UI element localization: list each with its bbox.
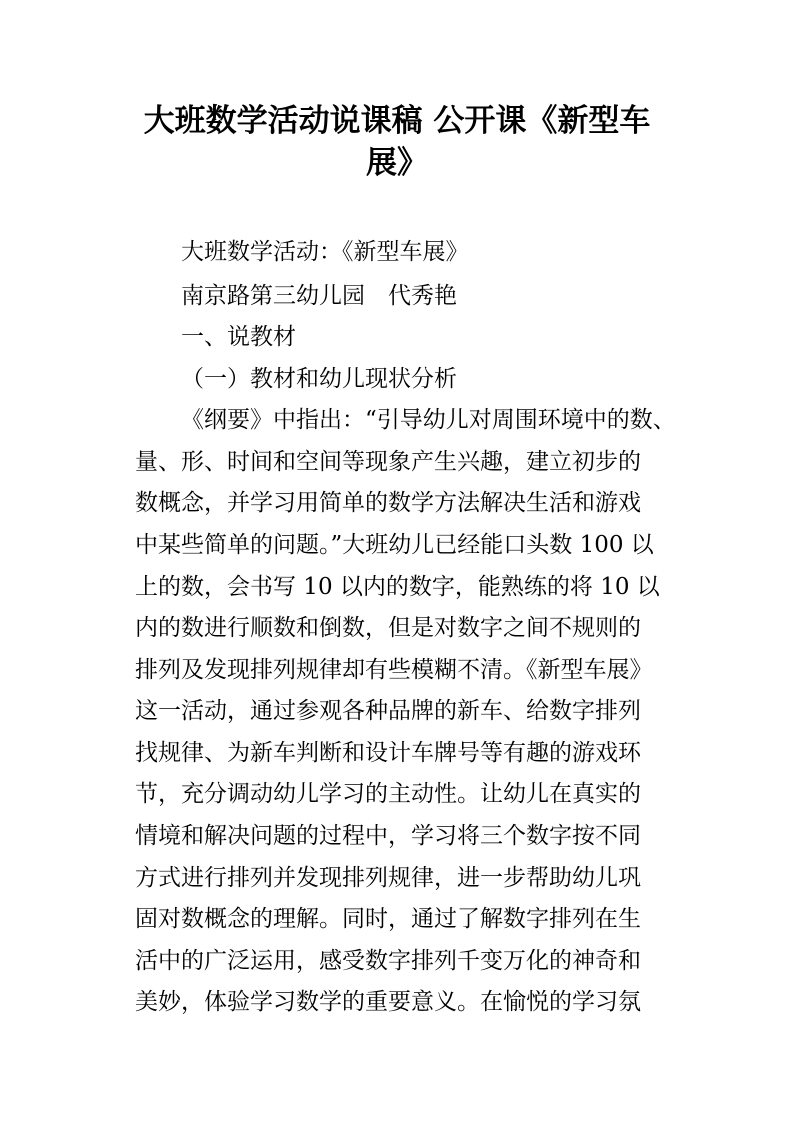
body-line: 中某些简单的问题。”大班幼儿已经能口头数 100 以 xyxy=(135,532,654,558)
section-heading: 一、说教材 xyxy=(181,324,296,350)
document-title-line-1: 大班数学活动说课稿 公开课《新型车 xyxy=(143,103,651,139)
author-line: 南京路第三幼儿园 代秀艳 xyxy=(181,283,457,309)
body-line: 节，充分调动幼儿学习的主动性。让幼儿在真实的 xyxy=(135,781,641,807)
subsection-heading: （一）教材和幼儿现状分析 xyxy=(181,366,457,392)
activity-title: 大班数学活动：《新型车展》 xyxy=(181,239,469,265)
body-line: 活中的广泛运用，感受数字排列千变万化的神奇和 xyxy=(135,948,641,974)
body-line: 《纲要》中指出：“引导幼儿对周围环境中的数、 xyxy=(181,407,676,433)
document-title-line-2: 展》 xyxy=(366,145,428,181)
body-line: 找规律、为新车判断和设计车牌号等有趣的游戏环 xyxy=(135,740,641,766)
body-line: 固对数概念的理解。同时，通过了解数字排列在生 xyxy=(135,906,641,932)
body-line: 情境和解决问题的过程中，学习将三个数字按不同 xyxy=(135,823,641,849)
body-line: 美妙，体验学习数学的重要意义。在愉悦的学习氛 xyxy=(135,989,641,1015)
body-line: 上的数，会书写 10 以内的数字，能熟练的将 10 以 xyxy=(135,574,660,600)
body-line: 这一活动，通过参观各种品牌的新车、给数字排列 xyxy=(135,698,641,724)
body-line: 内的数进行顺数和倒数，但是对数字之间不规则的 xyxy=(135,615,641,641)
body-line: 方式进行排列并发现排列规律，进一步帮助幼儿巩 xyxy=(135,865,641,891)
body-line: 排列及发现排列规律却有些模糊不清。《新型车展》 xyxy=(135,657,653,683)
body-line: 量、形、时间和空间等现象产生兴趣，建立初步的 xyxy=(135,449,641,475)
body-line: 数概念，并学习用简单的数学方法解决生活和游戏 xyxy=(135,490,641,516)
